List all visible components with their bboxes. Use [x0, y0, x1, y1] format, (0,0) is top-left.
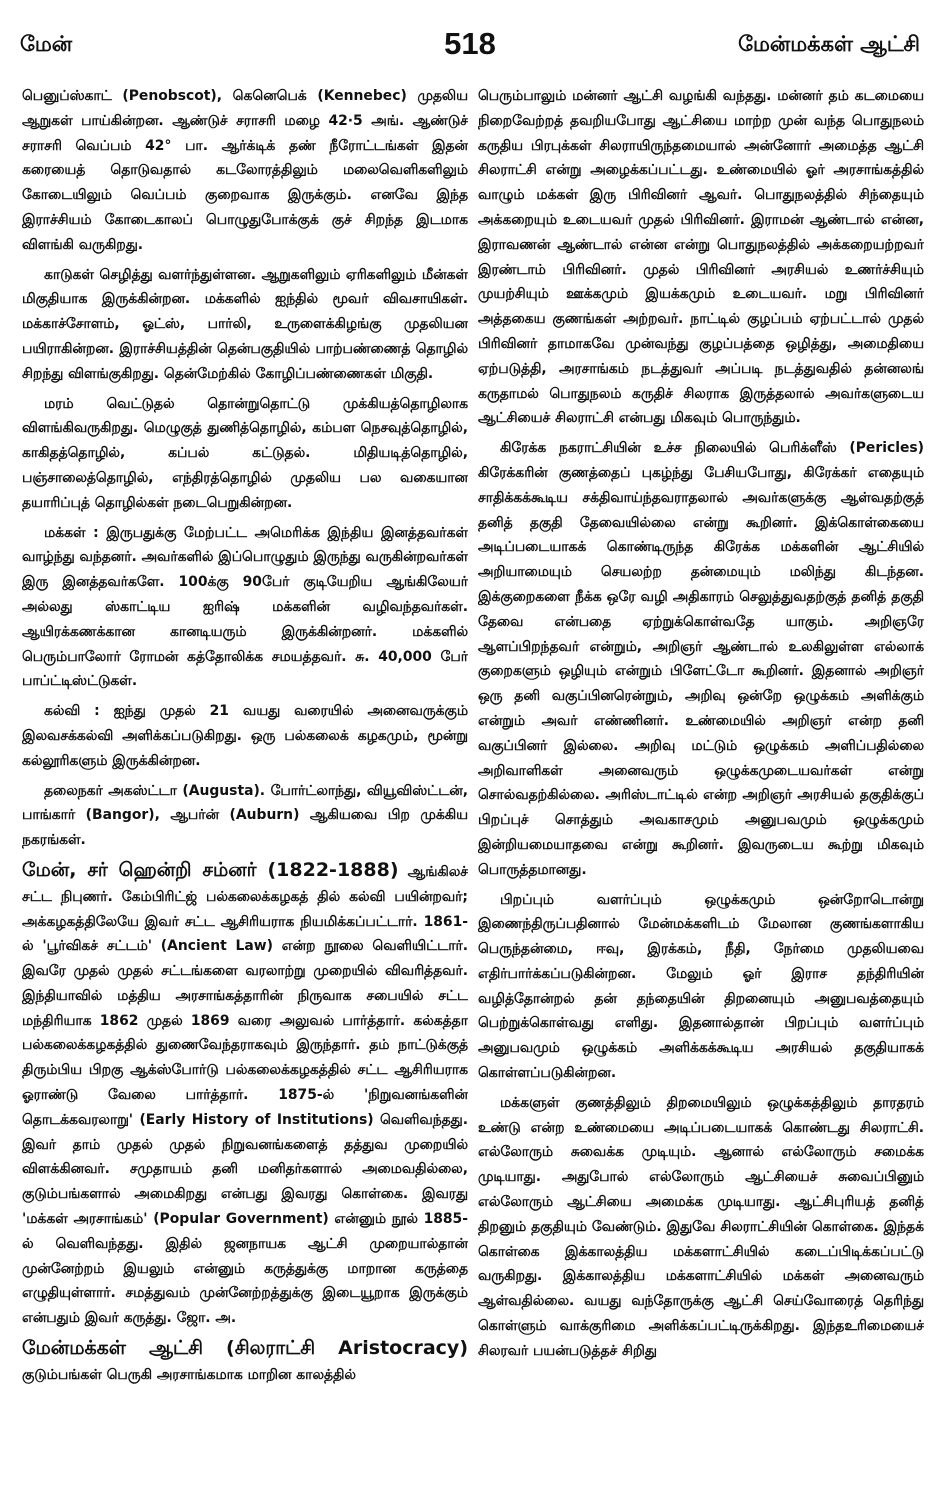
header-left-keyword: மேன் [20, 32, 73, 56]
page-number: 518 [444, 26, 496, 61]
maine-cities-paragraph: தலைநகர் அகஸ்ட்டா (Augusta). போர்ட்லாந்து, வியூவிஸ்ட்டன், பாங்கார் (Bangor), ஆபர்ன் (Auburn) ஆகியவை பிற முக்கிய நகரங்கள். [22, 782, 468, 849]
aristocracy-paragraph-3: பிறப்பும் வளர்ப்பும் ஒழுக்கமும் ஒன்றோடொன்று இணைந்திருப்பதினால் மேன்மக்களிடம் மேலான குணங்களாகிய பெருந்தன்மை, ஈவு, இரக்கம், நீதி, நேர்மை முதலியவை எதிர்பார்க்கப்படுகின்றன. மேலும் ஓர் இராச தந்திரியின் வழித்தோன்றல் தன் தந்தையின் திறனையும் அனுபவத்தையும் பெற்றுக்கொள்வது எளிது. இதனால்தான் பிறப்பும் வளர்ப்பும் அனுபவமும் ஒழுக்கம் அளிக்கக்கூடிய அரசியல் தகுதியாகக் கொள்ளப்படுகின்றன. [478, 891, 924, 1082]
maine-people-paragraph: மக்கள் : இருபதுக்கு மேற்பட்ட அமெரிக்க இந்திய இனத்தவர்கள் வாழ்ந்து வந்தனர். அவர்களில் இப்பொழுதும் இருந்து வருகின்றவர்கள் இரு இனத்தவர்களே. 100க்கு 90பேர் குடியேறிய ஆங்கிலேயர் அல்லது ஸ்காட்டிய ஐரிஷ் மக்களின் வழிவந்தவர்கள். ஆயிரக்கணக்கான கானடியரும் இருக்கின்றனர். மக்களில் பெரும்பாலோர் ரோமன் கத்தோலிக்க சமயத்தவர். சு. 40,000 பேர் பாப்ட்டிஸ்ட்டுகள். [22, 524, 468, 690]
maine-geography-paragraph: பெனுப்ஸ்காட் (Penobscot), கெனெபெக் (Kennebec) முதலிய ஆறுகள் பாய்கின்றன. ஆண்டுச் சராசரி மழை 42·5 அங். ஆண்டுச் சராசரி வெப்பம் 42° பா. ஆர்க்டிக் தண் நீரோட்டங்கள் இதன் கரையைத் தொடுவதால் கடலோரத்திலும் மலைவெளிகளிலும் கோடையிலும் வெப்பம் குறைவாக இருக்கும். எனவே இந்த இராச்சியம் கோடைகாலப் பொழுதுபோக்குக் குச் சிறந்த இடமாக விளங்கி வருகிறது. [22, 88, 468, 253]
entry-title-aristocracy: மேன்மக்கள் ஆட்சி (சிலராட்சி Aristocracy) [22, 1337, 468, 1360]
page-header [20, 26, 920, 66]
entry-sir-henry-maine [22, 858, 468, 1331]
header-right-keyword: மேன்மக்கள் ஆட்சி [738, 32, 920, 56]
aristocracy-paragraph-1: பெரும்பாலும் மன்னர் ஆட்சி வழங்கி வந்தது. மன்னர் தம் கடமையை நிறைவேற்றத் தவறியபோது ஆட்சியை மாற்ற முன் வந்த பொதுநலம் கருதிய பிரபுக்கள் சிலராயிருந்தமையால் அன்னோர் அமைத்த ஆட்சி சிலராட்சி என்று அழைக்கப்பட்டது. உண்மையில் ஓர் அரசாங்கத்தில் வாழும் மக்கள் இரு பிரிவினர் ஆவர். பொதுநலத்தில் சிந்தையும் அக்கறையும் உடையவர் முதல் பிரிவினர். இராமன் ஆண்டால் என்ன, இராவணன் ஆண்டால் என்ன என்று பொதுநலத்தில் அக்கறையற்றவர் இரண்டாம் பிரிவினர். முதல் பிரிவினர் அரசியல் உணர்ச்சியும் முயற்சியும் ஊக்கமும் இயக்கமும் உடையவர். மறு பிரிவினர் அத்தகைய குணங்கள் அற்றவர். நாட்டில் குழப்பம் ஏற்பட்டால் முதல் பிரிவினர் தாமாகவே முன்வந்து குழப்பத்தை ஒழித்து, அமைதியை ஏற்படுத்தி, அரசாங்கம் நடத்துவர் அப்படி நடத்துவதில் தன்னலங் கருதாமல் பொதுநலம் கருதிச் சிலராக இருத்தலால் அவர்களுடைய ஆட்சியைச் சிலராட்சி என்பது மிகவும் பொருந்தும். [478, 88, 924, 427]
aristocracy-paragraph-2: கிரேக்க நகராட்சியின் உச்ச நிலையில் பெரிக்ளீஸ் (Pericles) கிரேக்கரின் குணத்தைப் புகழ்ந்து பேசியபோது, கிரேக்கர் எதையும் சாதிக்கக்கூடிய சக்திவாய்ந்தவராதலால் அவர்களுக்கு ஆள்வதற்குத் தனித் தகுதி தேவையில்லை என்று கூறினர். இக்கொள்கையை அடிப்படையாகக் கொண்டிருந்த கிரேக்க மக்களின் ஆட்சியில் அறியாமையும் செயலற்ற தன்மையும் மலிந்து கிடந்தன. இக்குறைகளை நீக்க ஒரே வழி அதிகாரம் செலுத்துவதற்குத் தனித் தகுதி தேவை என்பதை ஏற்றுக்கொள்வதே யாகும். அறிஞரே ஆளப்பிறந்தவர் என்றும், அறிஞர் ஆண்டால் உலகிலுள்ள எல்லாக் குறைகளும் ஒழியும் என்றும் பிளேட்டோ கூறினர். இதனால் அறிஞர் ஒரு தனி வகுப்பினரென்றும், அறிவு ஒன்றே ஒழுக்கம் அளிக்கும் என்றும் அவர் எண்ணினர். உண்மையில் அறிஞர் என்ற தனி வகுப்பினர் இல்லை. அறிவு மட்டும் ஒழுக்கம் அளிப்பதில்லை அறிவாளிகள் அனைவரும் ஒழுக்கமுடையவர்கள் என்று சொல்வதற்கில்லை. அரிஸ்டாட்டில் என்ற அறிஞர் அரசியல் தகுதிக்குப் பிறப்புச் சொத்தும் அவகாசமும் அனுபவமும் ஒழுக்கமும் இன்றியமையாதவை என்று கூறினர். இவருடைய கூற்று மிகவும் பொருத்தமானது. [478, 440, 924, 878]
entry-title-sir-henry-maine: மேன், சர் ஹென்றி சம்னர் (1822-1888) [22, 858, 399, 881]
entry-aristocracy [22, 1336, 468, 1388]
right-column [478, 84, 924, 1484]
maine-forests-paragraph: காடுகள் செழித்து வளர்ந்துள்ளன. ஆறுகளிலும் ஏரிகளிலும் மீன்கள் மிகுதியாக இருக்கின்றன. மக்களில் ஐந்தில் மூவர் விவசாயிகள். மக்காச்சோளம், ஓட்ஸ், பார்லி, உருளைக்கிழங்கு முதலியன பயிராகின்றன. இராச்சியத்தின் தென்பகுதியில் பாற்பண்ணைத் தொழில் சிறந்து விளங்குகிறது. தென்மேற்கில் கோழிப்பண்ணைகள் மிகுதி. [22, 266, 468, 382]
left-column [22, 84, 468, 1484]
maine-industry-paragraph: மரம் வெட்டுதல் தொன்றுதொட்டு முக்கியத்தொழிலாக விளங்கிவருகிறது. மெழுகுத் துணித்தொழில், கம்பள நெசவுத்தொழில், காகிதத்தொழில், கப்பல் கட்டுதல். மிதியடித்தொழில், பஞ்சாலைத்தொழில், எந்திரத்தொழில் முதலிய பல வகையான தயாரிப்புத் தொழில்கள் நடைபெறுகின்றன. [22, 395, 468, 511]
entry-body-sir-henry-maine: ஆங்கிலச் சட்ட நிபுணர். கேம்பிரிட்ஜ் பல்கலைக்கழகத் தில் கல்வி பயின்றவர்; அக்கழகத்திலேயே இவர் சட்ட ஆசிரியராக நியமிக்கப்பட்டார். 1861-ல் 'பூர்விகச் சட்டம்' (Ancient Law) என்ற நூலை வெளியிட்டார். இவரே முதல் முதல் சட்டங்களை வரலாற்று முறையில் விவரித்தவர். இந்தியாவில் மத்திய அரசாங்கத்தாரின் நிருவாக சபையில் சட்ட மந்திரியாக 1862 முதல் 1869 வரை அலுவல் பார்த்தார். கல்கத்தா பல்கலைக்கழகத்தில் துணைவேந்தராகவும் இருந்தார். தம் நாட்டுக்குத் திரும்பிய பிறகு ஆக்ஸ்போர்டு பல்கலைக்கழகத்தில் சட்ட ஆசிரியராக ஓராண்டு வேலை பார்த்தார். 1875-ல் 'நிறுவனங்களின் தொடக்கவரலாறு' (Early History of Institutions) வெளிவந்தது. இவர் தாம் முதல் முதல் நிறுவனங்களைத் தத்துவ முறையில் விளக்கினவர். சமுதாயம் தனி மனிதர்களால் அமைவதில்லை, குடும்பங்களால் அமைகிறது என்பது இவரது கொள்கை. இவரது 'மக்கள் அரசாங்கம்' (Popular Government) என்னும் நூல் 1885-ல் வெளிவந்தது. இதில் ஜனநாயக ஆட்சி முறையால்தான் முன்னேற்றம் இயலும் என்னும் கருத்துக்கு மாறான கருத்தை எழுதியுள்ளார். சமத்துவம் முன்னேற்றத்துக்கு இடையூறாக இருக்கும் என்பதும் இவர் கருத்து. ஜோ. அ. [22, 863, 468, 1327]
maine-education-paragraph: கல்வி : ஐந்து முதல் 21 வயது வரையில் அனைவருக்கும் இலவசக்கல்வி அளிக்கப்படுகிறது. ஒரு பல்கலைக் கழகமும், மூன்று கல்லூரிகளும் இருக்கின்றன. [22, 703, 468, 769]
entry-body-aristocracy: குடும்பங்கள் பெருகி அரசாங்கமாக மாறின காலத்தில் [22, 1366, 356, 1383]
aristocracy-paragraph-4: மக்களுள் குணத்திலும் திறமையிலும் ஒழுக்கத்திலும் தாரதரம் உண்டு என்ற உண்மையை அடிப்படையாகக் கொண்டது சிலராட்சி. எல்லோரும் சுவைக்க முடியும். ஆனால் எல்லோரும் சமைக்க முடியாது. அதுபோல் எல்லோரும் ஆட்சியைச் சுவைப்பினும் எல்லோரும் ஆட்சியை அமைக்க முடியாது. ஆட்சிபுரியத் தனித் திறனும் தகுதியும் வேண்டும். இதுவே சிலராட்சியின் கொள்கை. இந்தக் கொள்கை இக்காலத்திய மக்களாட்சியில் கடைப்பிடிக்கப்பட்டு வருகிறது. இக்காலத்திய மக்களாட்சியில் மக்கள் அனைவரும் ஆள்வதில்லை. வயது வந்தோருக்கு ஆட்சி செய்வோரைத் தெரிந்து கொள்ளும் வாக்குரிமை அளிக்கப்பட்டிருக்கிறது. இந்தஉரிமையைச் சிலரவர் பயன்படுத்தச் சிறிது [478, 1094, 924, 1359]
